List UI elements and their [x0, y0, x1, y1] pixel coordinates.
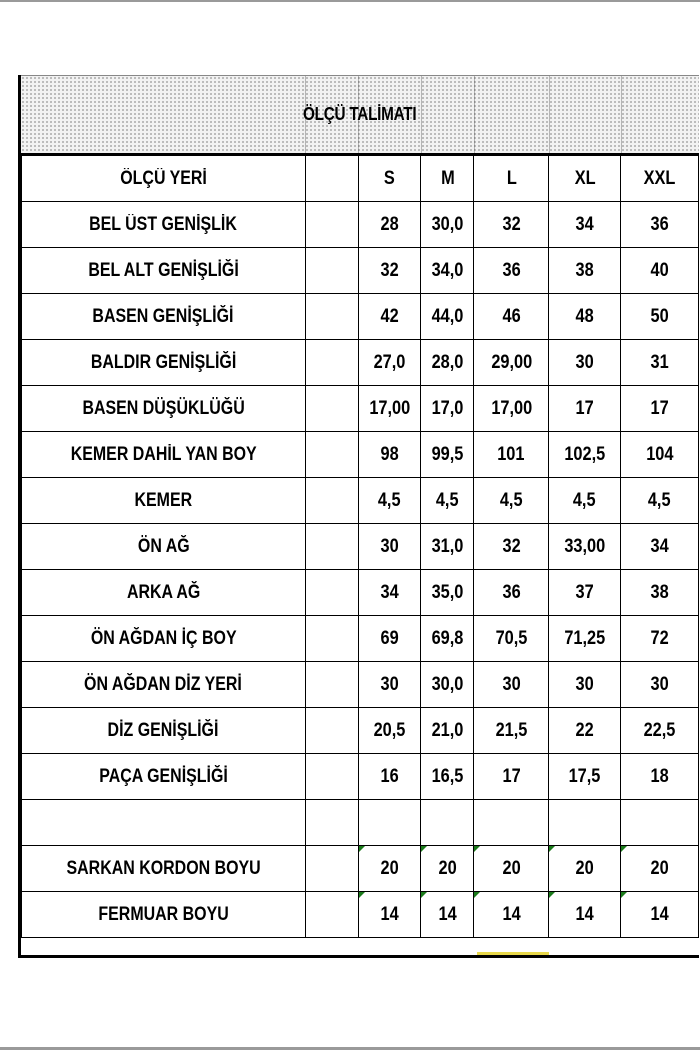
measurement-value: 14	[438, 903, 457, 925]
measurement-label: BEL ALT GENİŞLİĞİ	[88, 259, 239, 281]
measurement-value: 28,0	[431, 351, 464, 373]
value-cell	[421, 800, 474, 846]
header-label: ÖLÇÜ YERİ	[120, 167, 207, 189]
value-cell	[474, 800, 549, 846]
value-cell	[358, 478, 421, 524]
measurement-value: 20,5	[373, 719, 406, 741]
cell-comment-marker	[621, 892, 627, 898]
table-row	[22, 340, 699, 386]
measurement-value: 30	[650, 673, 669, 695]
value-cell	[474, 570, 549, 616]
measurement-value: 101	[497, 443, 525, 465]
size-table	[21, 155, 699, 938]
table-row	[22, 892, 699, 938]
size-header-m: M	[440, 167, 455, 189]
measurement-label-cell	[22, 754, 306, 800]
value-cell	[421, 386, 474, 432]
value-cell	[621, 892, 699, 938]
measurement-label: ÖN AĞDAN İÇ BOY	[90, 627, 237, 649]
measurement-value: 30	[575, 673, 594, 695]
value-cell	[474, 524, 549, 570]
measurement-value: 42	[380, 305, 399, 327]
measurement-value: 21,0	[431, 719, 464, 741]
measurement-value: 99,5	[431, 443, 464, 465]
value-cell	[421, 524, 474, 570]
value-cell	[474, 248, 549, 294]
size-header-cell	[474, 156, 549, 202]
value-cell	[358, 524, 421, 570]
measurement-label: SARKAN KORDON BOYU	[66, 857, 261, 879]
header-label-cell	[22, 156, 306, 202]
value-cell	[621, 800, 699, 846]
measurement-label: KEMER DAHİL YAN BOY	[70, 443, 257, 465]
table-row	[22, 478, 699, 524]
value-cell	[549, 248, 621, 294]
measurement-value: 30	[575, 351, 594, 373]
size-header-cell	[421, 156, 474, 202]
measurement-value: 17,00	[490, 397, 532, 419]
value-cell	[358, 708, 421, 754]
measurement-value: 17	[575, 397, 594, 419]
value-cell	[549, 800, 621, 846]
header-row	[22, 156, 699, 202]
value-cell	[549, 754, 621, 800]
measurement-value: 30	[380, 673, 399, 695]
title-gridline	[621, 76, 622, 153]
measurement-value: 30	[502, 673, 521, 695]
value-cell	[474, 662, 549, 708]
value-cell	[421, 892, 474, 938]
table-row	[22, 754, 699, 800]
value-cell	[549, 846, 621, 892]
cell-comment-marker	[359, 892, 365, 898]
measurement-value: 20	[650, 857, 669, 879]
measurement-value: 34	[575, 213, 594, 235]
value-cell	[474, 754, 549, 800]
measurement-value: 14	[575, 903, 594, 925]
selection-highlight	[477, 952, 549, 955]
measurement-value: 37	[575, 581, 594, 603]
size-header-l: L	[506, 167, 517, 189]
value-cell	[621, 386, 699, 432]
measurement-label-cell	[22, 202, 306, 248]
measurement-label: ARKA AĞ	[126, 581, 201, 603]
spacer-cell	[305, 248, 358, 294]
value-cell	[621, 478, 699, 524]
page-title: ÖLÇÜ TALİMATI	[303, 104, 417, 124]
cell-comment-marker	[359, 846, 365, 852]
table-row	[22, 524, 699, 570]
measurement-value: 17	[502, 765, 521, 787]
value-cell	[549, 708, 621, 754]
measurement-label: PAÇA GENİŞLİĞİ	[99, 765, 228, 787]
value-cell	[358, 340, 421, 386]
measurement-value: 14	[650, 903, 669, 925]
value-cell	[474, 616, 549, 662]
measurement-value: 30	[380, 535, 399, 557]
spacer-cell	[305, 892, 358, 938]
measurement-label: ÖN AĞ	[137, 535, 190, 557]
value-cell	[474, 708, 549, 754]
measurement-value: 69	[380, 627, 399, 649]
value-cell	[358, 616, 421, 662]
value-cell	[358, 248, 421, 294]
cell-comment-marker	[474, 846, 480, 852]
value-cell	[474, 202, 549, 248]
measurement-label-cell	[22, 248, 306, 294]
measurement-value: 17	[650, 397, 669, 419]
value-cell	[421, 340, 474, 386]
table-row	[22, 662, 699, 708]
measurement-label-cell	[22, 524, 306, 570]
measurement-label-cell	[22, 708, 306, 754]
value-cell	[549, 662, 621, 708]
measurement-value: 72	[650, 627, 669, 649]
measurement-value: 38	[575, 259, 594, 281]
value-cell	[621, 524, 699, 570]
value-cell	[421, 248, 474, 294]
table-row	[22, 432, 699, 478]
value-cell	[549, 892, 621, 938]
measurement-value: 18	[650, 765, 669, 787]
measurement-value: 46	[502, 305, 521, 327]
spacer-cell	[305, 202, 358, 248]
measurement-value: 21,5	[495, 719, 528, 741]
value-cell	[421, 754, 474, 800]
spacer-cell	[305, 846, 358, 892]
measurement-label: BASEN GENİŞLİĞİ	[92, 305, 234, 327]
measurement-value: 69,8	[431, 627, 464, 649]
value-cell	[358, 294, 421, 340]
table-row	[22, 386, 699, 432]
value-cell	[358, 892, 421, 938]
spacer-cell	[305, 754, 358, 800]
value-cell	[549, 570, 621, 616]
measurement-value: 27,0	[373, 351, 406, 373]
value-cell	[549, 294, 621, 340]
size-header-cell	[358, 156, 421, 202]
measurement-label: KEMER	[134, 489, 193, 511]
measurement-value: 16,5	[431, 765, 464, 787]
value-cell	[621, 662, 699, 708]
measurement-value: 70,5	[495, 627, 528, 649]
measurement-value: 31	[650, 351, 669, 373]
measurement-value: 35,0	[431, 581, 464, 603]
spacer-cell	[305, 340, 358, 386]
measurement-label-cell	[22, 892, 306, 938]
measurement-value: 102,5	[564, 443, 606, 465]
measurement-value: 22,5	[643, 719, 676, 741]
measurement-value: 71,25	[564, 627, 606, 649]
value-cell	[474, 432, 549, 478]
measurement-value: 32	[502, 213, 521, 235]
measurement-value: 4,5	[436, 489, 459, 511]
size-header-xxl: XXL	[643, 167, 676, 189]
value-cell	[621, 432, 699, 478]
table-row	[22, 248, 699, 294]
title-gridline	[421, 76, 422, 153]
value-cell	[549, 340, 621, 386]
measurement-value: 50	[650, 305, 669, 327]
measurement-value: 31,0	[431, 535, 464, 557]
table-row	[22, 202, 699, 248]
measurement-label-cell	[22, 294, 306, 340]
measurement-value: 33,00	[564, 535, 606, 557]
measurement-value: 32	[502, 535, 521, 557]
measurement-label-cell	[22, 478, 306, 524]
spacer-cell	[305, 800, 358, 846]
measurement-value: 20	[502, 857, 521, 879]
value-cell	[474, 892, 549, 938]
value-cell	[621, 708, 699, 754]
spacer-cell	[305, 662, 358, 708]
measurement-value: 17,5	[568, 765, 601, 787]
spacer-cell	[305, 156, 358, 202]
measurement-value: 20	[380, 857, 399, 879]
value-cell	[358, 432, 421, 478]
cell-comment-marker	[621, 846, 627, 852]
measurement-value: 36	[502, 259, 521, 281]
value-cell	[358, 570, 421, 616]
measurement-value: 38	[650, 581, 669, 603]
cell-comment-marker	[549, 846, 555, 852]
measurement-value: 29,00	[490, 351, 532, 373]
measurement-value: 4,5	[499, 489, 523, 511]
value-cell	[621, 202, 699, 248]
title-gridline	[474, 76, 475, 153]
value-cell	[474, 340, 549, 386]
value-cell	[621, 570, 699, 616]
measurement-value: 14	[502, 903, 521, 925]
cell-comment-marker	[474, 892, 480, 898]
measurement-label: DİZ GENİŞLİĞİ	[107, 719, 219, 741]
table-row	[22, 616, 699, 662]
table-row	[22, 294, 699, 340]
value-cell	[421, 846, 474, 892]
value-cell	[474, 386, 549, 432]
measurement-label-cell	[22, 432, 306, 478]
measurement-label: BEL ÜST GENİŞLİK	[89, 213, 238, 235]
value-cell	[549, 616, 621, 662]
measurement-value: 28	[380, 213, 399, 235]
value-cell	[358, 800, 421, 846]
measurement-value: 104	[645, 443, 674, 465]
table-row	[22, 708, 699, 754]
measurement-label: ÖN AĞDAN DİZ YERİ	[84, 673, 243, 695]
measurement-value: 20	[575, 857, 594, 879]
value-cell	[421, 202, 474, 248]
size-header-xl: XL	[574, 167, 596, 189]
measurement-value: 16	[380, 765, 399, 787]
size-header-cell	[621, 156, 699, 202]
value-cell	[621, 294, 699, 340]
measurement-value: 44,0	[431, 305, 464, 327]
spacer-cell	[305, 294, 358, 340]
value-cell	[358, 846, 421, 892]
measurement-label-cell	[22, 616, 306, 662]
measurement-value: 4,5	[648, 489, 671, 511]
value-cell	[474, 294, 549, 340]
value-cell	[549, 386, 621, 432]
spacer-cell	[305, 570, 358, 616]
value-cell	[358, 386, 421, 432]
spacer-cell	[305, 708, 358, 754]
value-cell	[621, 248, 699, 294]
title-gridline	[549, 76, 550, 153]
spacer-cell	[305, 432, 358, 478]
measurement-label-cell	[22, 570, 306, 616]
spacer-cell	[305, 616, 358, 662]
value-cell	[549, 524, 621, 570]
measurement-value: 4,5	[378, 489, 401, 511]
measurement-value: 17,0	[431, 397, 464, 419]
measurement-label: FERMUAR BOYU	[98, 903, 229, 925]
measurement-value: 17,00	[369, 397, 410, 419]
measurement-label-cell	[22, 800, 306, 846]
measurement-value: 14	[380, 903, 399, 925]
size-chart-sheet	[18, 75, 699, 958]
spacer-cell	[305, 524, 358, 570]
measurement-value: 4,5	[573, 489, 597, 511]
measurement-value: 48	[575, 305, 594, 327]
measurement-label-cell	[22, 340, 306, 386]
measurement-value: 34,0	[431, 259, 464, 281]
measurement-value: 98	[380, 443, 399, 465]
measurement-value: 34	[650, 535, 669, 557]
table-row	[22, 800, 699, 846]
value-cell	[474, 478, 549, 524]
value-cell	[621, 754, 699, 800]
table-row	[22, 570, 699, 616]
value-cell	[621, 846, 699, 892]
spacer-cell	[305, 386, 358, 432]
cell-comment-marker	[421, 892, 427, 898]
value-cell	[358, 202, 421, 248]
measurement-label-cell	[22, 386, 306, 432]
value-cell	[421, 616, 474, 662]
value-cell	[621, 616, 699, 662]
measurement-value: 36	[650, 213, 669, 235]
value-cell	[421, 478, 474, 524]
size-header-cell	[549, 156, 621, 202]
value-cell	[549, 202, 621, 248]
measurement-value: 30,0	[431, 673, 464, 695]
size-table-body	[22, 156, 699, 938]
measurement-value: 22	[575, 719, 594, 741]
value-cell	[358, 754, 421, 800]
measurement-value: 36	[502, 581, 521, 603]
spacer-cell	[305, 478, 358, 524]
measurement-label: BASEN DÜŞÜKLÜĞÜ	[82, 397, 245, 419]
measurement-value: 30,0	[431, 213, 464, 235]
cell-comment-marker	[421, 846, 427, 852]
value-cell	[421, 570, 474, 616]
measurement-label-cell	[22, 662, 306, 708]
cell-comment-marker	[549, 892, 555, 898]
size-header-s: S	[384, 167, 395, 189]
value-cell	[621, 340, 699, 386]
value-cell	[421, 294, 474, 340]
measurement-value: 20	[438, 857, 457, 879]
value-cell	[358, 662, 421, 708]
value-cell	[421, 708, 474, 754]
measurement-value: 34	[380, 581, 399, 603]
title-cell	[21, 75, 699, 155]
value-cell	[421, 662, 474, 708]
value-cell	[549, 432, 621, 478]
value-cell	[474, 846, 549, 892]
table-row	[22, 846, 699, 892]
value-cell	[421, 432, 474, 478]
top-border-line	[0, 0, 700, 2]
measurement-value: 40	[650, 259, 669, 281]
measurement-label-cell	[22, 846, 306, 892]
measurement-value: 32	[380, 259, 399, 281]
value-cell	[549, 478, 621, 524]
measurement-label: BALDIR GENİŞLİĞİ	[90, 351, 237, 373]
